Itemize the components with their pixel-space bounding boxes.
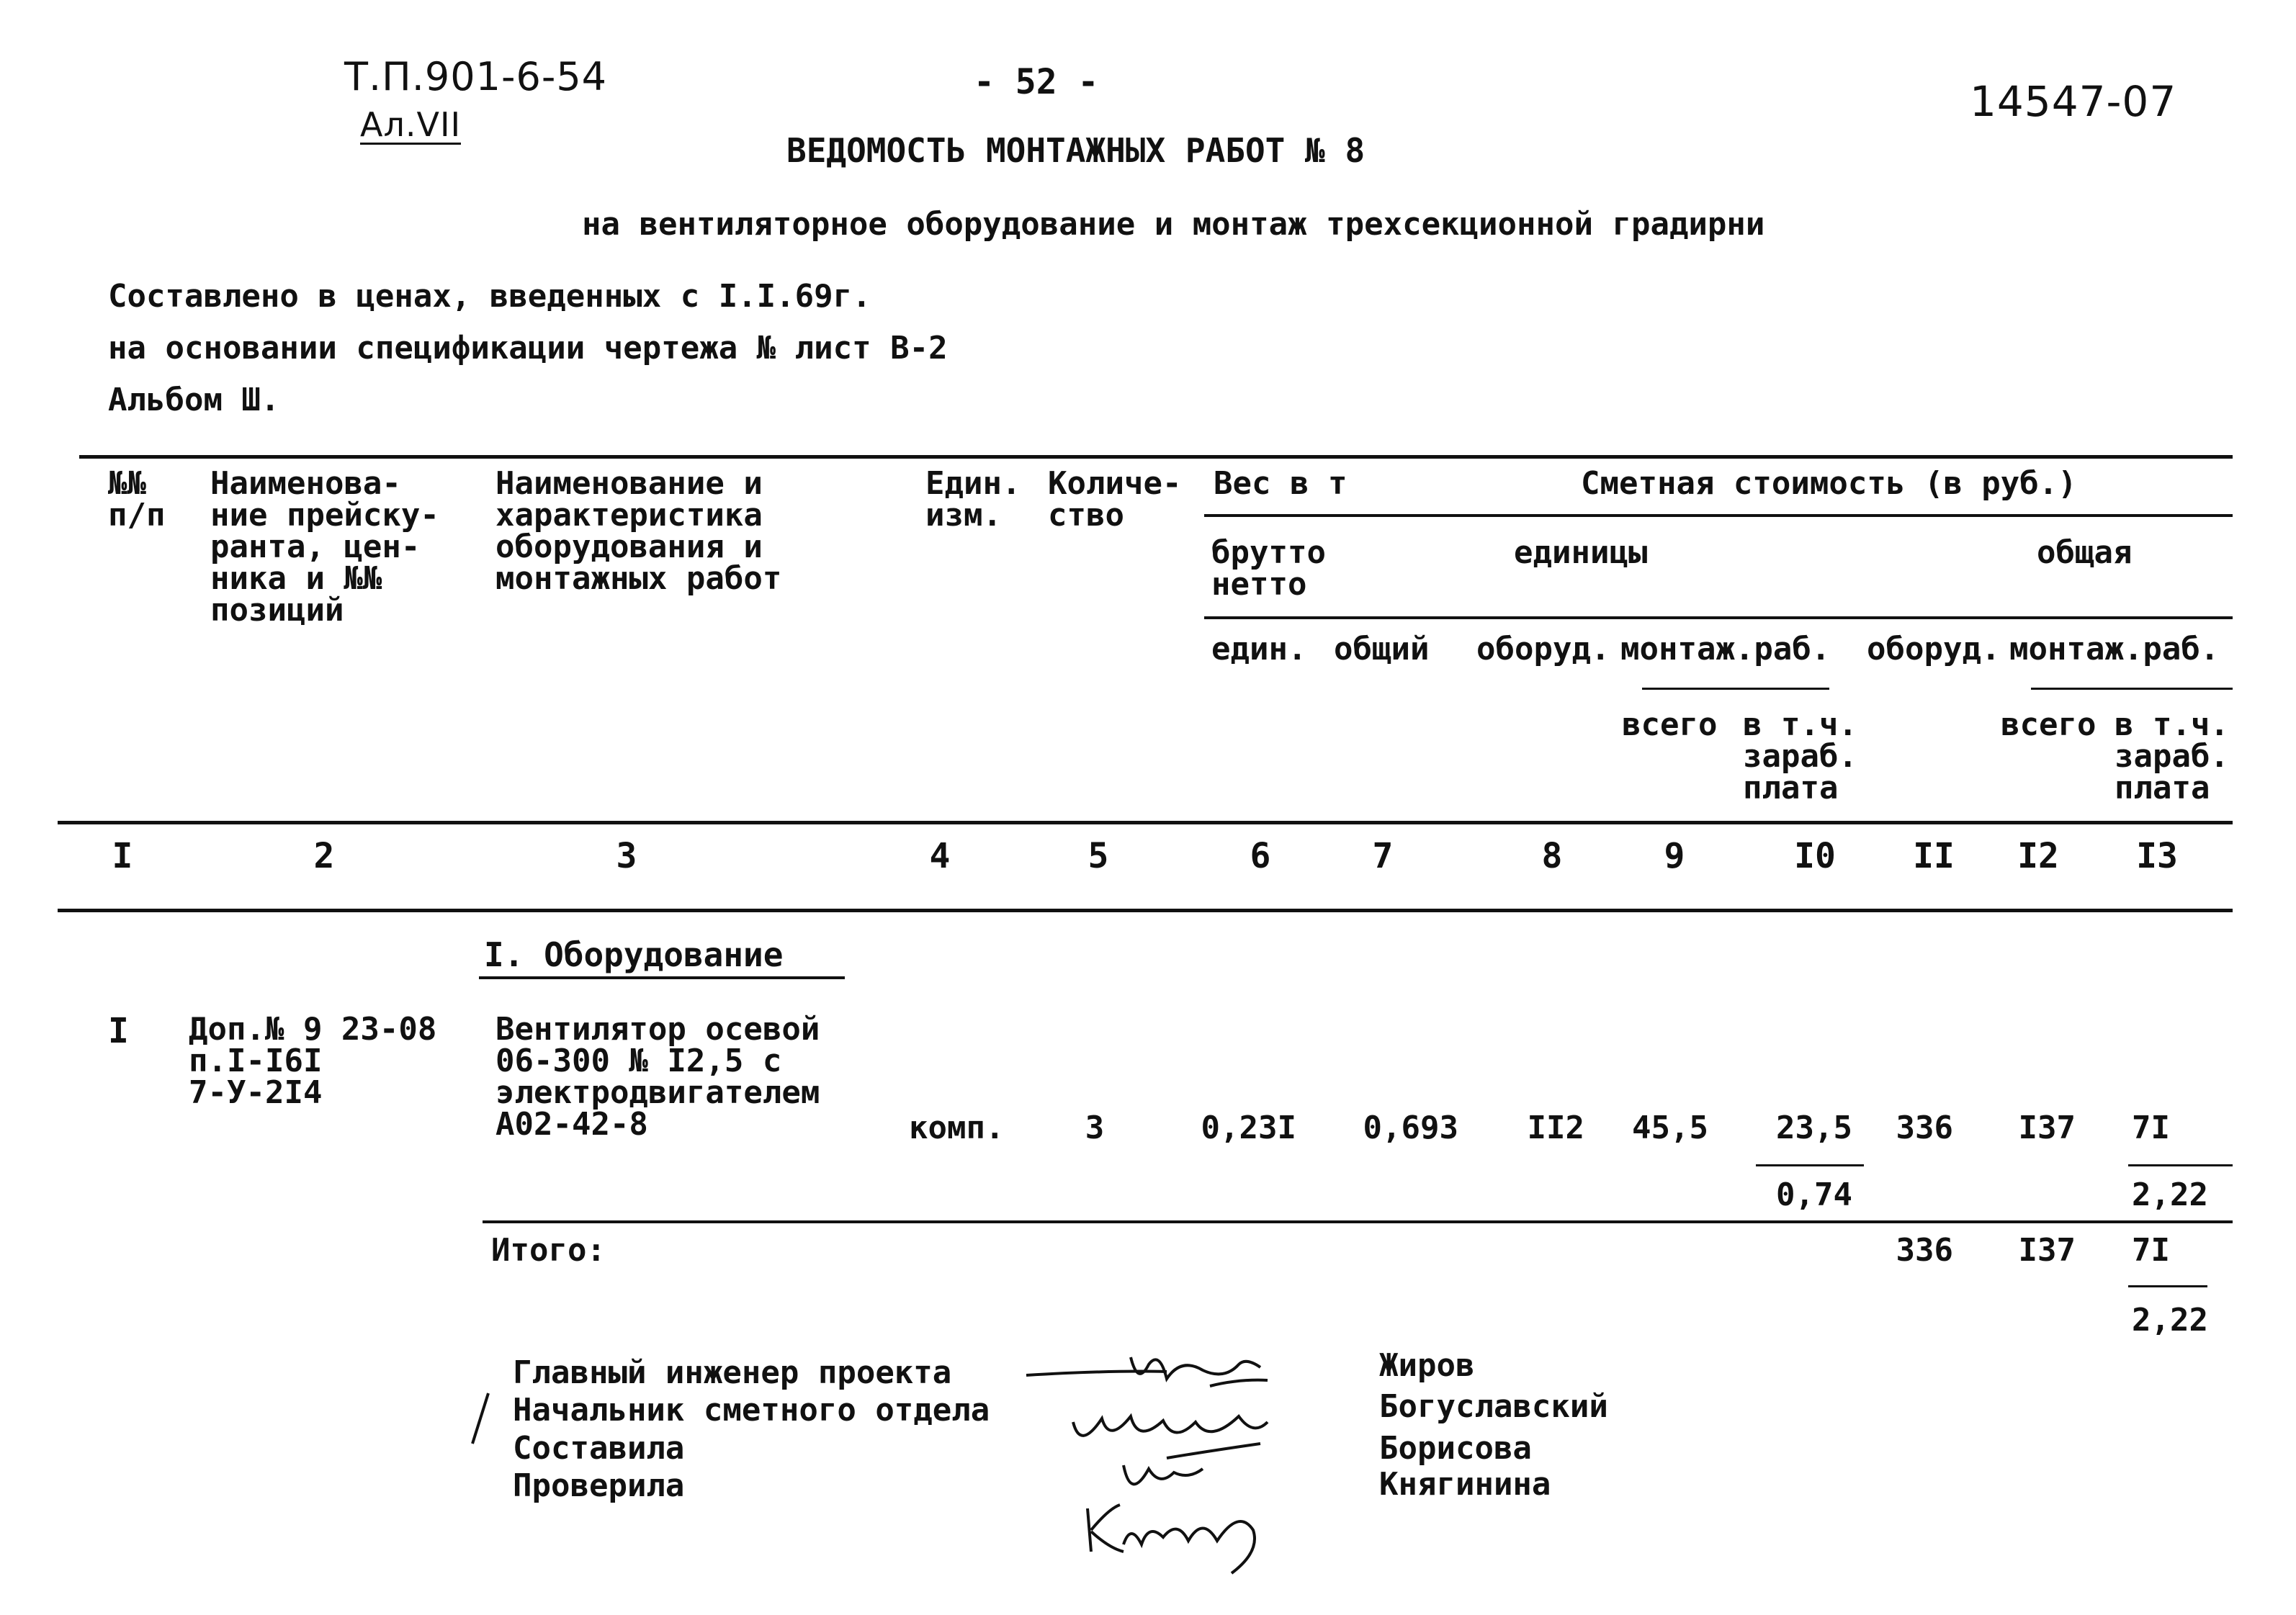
- row-name: Вентилятор осевой 06-300 № I2,5 с электродвигателем А02-42-8: [495, 1011, 820, 1143]
- header-equip-total: оборуд.: [1867, 631, 2001, 667]
- row-unit: комп.: [909, 1110, 1005, 1146]
- row-install-total-wage-sub: 2,22: [2132, 1177, 2208, 1213]
- header-price-ref: Наименова- ние прейску- ранта, цен- ника и №№ позиций: [210, 465, 439, 629]
- total-label: Итого:: [491, 1232, 606, 1269]
- header-wage-unit: в т.ч. зараб. плата: [1743, 706, 1857, 806]
- header-all-total: всего: [2001, 706, 2097, 743]
- header-unit-cost: единицы: [1514, 534, 1648, 571]
- col-number: I: [112, 836, 133, 876]
- col-number: 6: [1250, 836, 1271, 876]
- signature-role: Главный инженер проекта: [513, 1354, 952, 1391]
- signature-role: Составила: [513, 1430, 685, 1467]
- row-qty: 3: [1085, 1110, 1105, 1146]
- col-number: 7: [1372, 836, 1394, 876]
- col-number: 8: [1541, 836, 1563, 876]
- row-install-total-all: I37: [2018, 1110, 2076, 1146]
- row-num: I: [108, 1011, 129, 1051]
- intro-line-2: на основании спецификации чертежа № лист В-2: [108, 330, 948, 366]
- signature-name: Жиров: [1379, 1347, 1475, 1384]
- total-top-rule: [483, 1220, 2233, 1223]
- header-cost: Сметная стоимость (в руб.): [1581, 465, 2077, 502]
- row-install-unit-all: 45,5: [1632, 1110, 1708, 1146]
- header-bottom-rule: [58, 821, 2233, 824]
- header-wage-total: в т.ч. зараб. плата: [2115, 706, 2229, 806]
- header-rule-install-unit: [1642, 688, 1829, 690]
- col-numbers-bottom-rule: [58, 909, 2233, 912]
- col-number: I0: [1794, 836, 1836, 876]
- album-ref: Ал.VII: [360, 105, 462, 144]
- col-number: 4: [929, 836, 951, 876]
- doc-subtitle: на вентиляторное оборудование и монтаж трехсекционной градирни: [582, 206, 1765, 243]
- col-number: 2: [313, 836, 335, 876]
- table-top-rule: [79, 455, 2233, 459]
- total-install-wage-sub: 2,22: [2132, 1302, 2208, 1339]
- handwritten-signature: [1023, 1336, 1325, 1580]
- header-weight: Вес в т: [1214, 465, 1347, 502]
- row-install-unit-wage: 23,5: [1776, 1110, 1852, 1146]
- header-qty: Количе- ство: [1048, 465, 1182, 534]
- header-equip-unit: оборуд.: [1476, 631, 1610, 667]
- header-name: Наименование и характеристика оборудования и монтажных работ: [495, 465, 782, 597]
- header-install-unit: монтаж.раб.: [1620, 631, 1831, 667]
- col-number: 5: [1088, 836, 1109, 876]
- col-number: II: [1913, 836, 1955, 876]
- header-rule-subcols: [1204, 616, 2233, 619]
- total-install-wage: 7I: [2132, 1232, 2170, 1269]
- doc-code: Т.П.901-6-54: [344, 54, 608, 99]
- signature-name: Княгинина: [1379, 1466, 1551, 1503]
- row-equip-total: 336: [1896, 1110, 1953, 1146]
- archive-number: 14547-07: [1970, 77, 2177, 126]
- col-number: I3: [2136, 836, 2178, 876]
- slash-mark: [467, 1390, 495, 1447]
- doc-title: ВЕДОМОСТЬ МОНТАЖНЫХ РАБОТ № 8: [786, 131, 1366, 170]
- row-price-ref: Доп.№ 9 23-08 п.I-I6I 7-У-2I4: [189, 1011, 437, 1111]
- signature-name: Богуславский: [1379, 1388, 1608, 1425]
- row-weight-unit: 0,23I: [1201, 1110, 1296, 1146]
- signature-role: Начальник сметного отдела: [513, 1392, 990, 1429]
- header-gross-net: брутто нетто: [1211, 534, 1326, 603]
- header-unit: Един. изм.: [925, 465, 1021, 534]
- header-total-weight: общий: [1334, 631, 1430, 667]
- total-wage-divider: [2128, 1285, 2207, 1287]
- intro-line-3: Альбом Ш.: [108, 382, 280, 418]
- section-title-underline: [479, 976, 845, 979]
- signature-name: Борисова: [1379, 1430, 1532, 1467]
- header-num: №№ п/п: [108, 465, 166, 534]
- header-install-total: монтаж.раб.: [2009, 631, 2220, 667]
- row-wage-total-divider: [2128, 1164, 2233, 1166]
- col-number: I2: [2017, 836, 2059, 876]
- header-all-unit: всего: [1622, 706, 1718, 743]
- header-rule-install-total: [2031, 688, 2233, 690]
- row-install-total-wage: 7I: [2132, 1110, 2170, 1146]
- row-weight-total: 0,693: [1363, 1110, 1458, 1146]
- page-number: - 52 -: [974, 62, 1099, 102]
- col-number: 9: [1664, 836, 1685, 876]
- header-rule-weight-cost: [1204, 514, 2233, 517]
- section-title: I. Оборудование: [484, 935, 784, 974]
- signature-role: Проверила: [513, 1467, 685, 1504]
- col-number: 3: [616, 836, 637, 876]
- row-wage-unit-divider: [1756, 1164, 1864, 1166]
- row-install-unit-wage-sub: 0,74: [1776, 1177, 1852, 1213]
- total-install-all: I37: [2018, 1232, 2076, 1269]
- intro-line-1: Составлено в ценах, введенных с I.I.69г.: [108, 278, 871, 315]
- row-equip-unit: II2: [1527, 1110, 1584, 1146]
- header-total-cost: общая: [2037, 534, 2133, 571]
- header-per-unit: един.: [1211, 631, 1307, 667]
- total-equip: 336: [1896, 1232, 1953, 1269]
